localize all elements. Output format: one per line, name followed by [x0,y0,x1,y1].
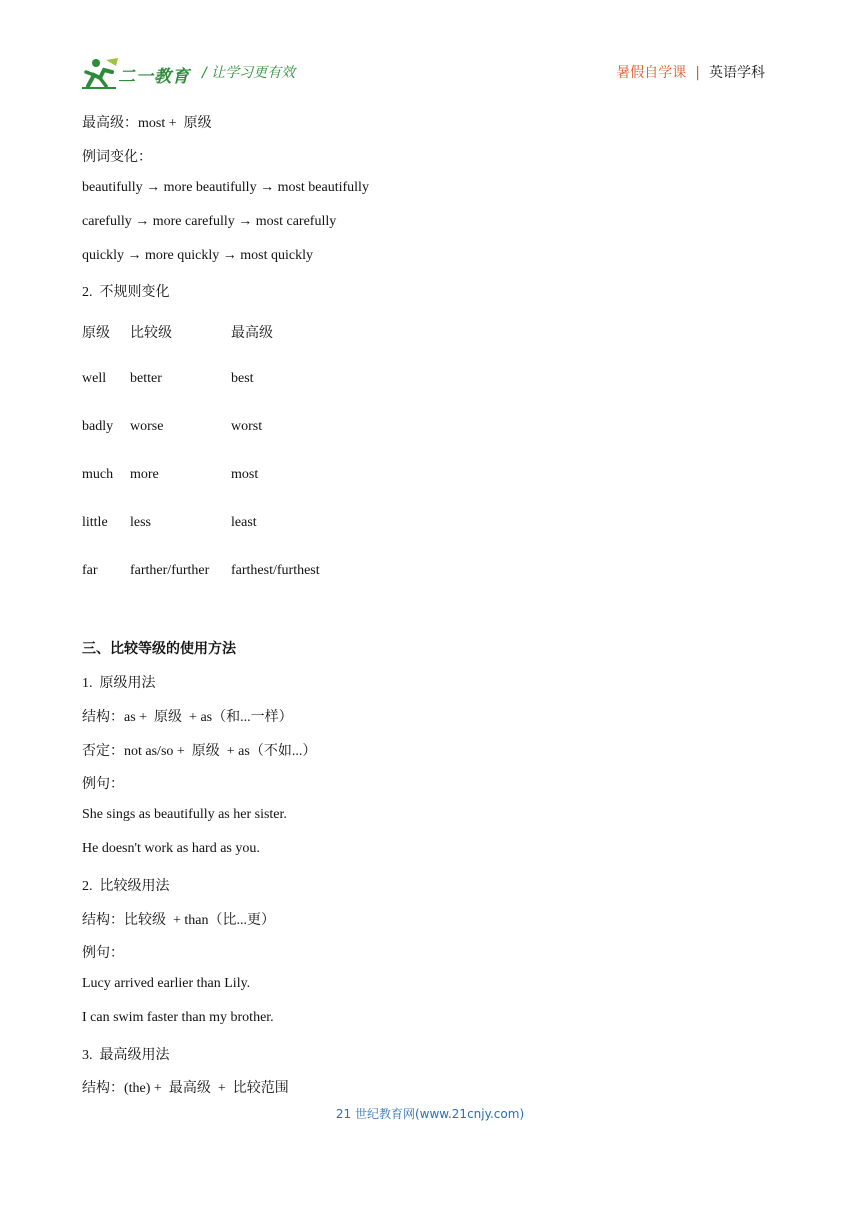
text-line: 例词变化： [82,150,152,165]
table-cell: worst [231,419,263,434]
page-footer: 21 世纪教育网(www.21cnjy.com) [335,1107,525,1121]
text-line: 最高级：most + 原级 [82,116,212,131]
text-line: quickly → more quickly → most quickly [82,248,313,263]
table-cell: worse [130,419,164,434]
section-heading: 三、比较等级的使用方法 [82,641,236,657]
table-header: 最高级 [231,326,273,341]
subsection-title: 2. 不规则变化 [82,285,170,300]
text-line: 结构：(the) + 最高级 + 比较范围 [82,1081,289,1096]
table-header: 比较级 [130,326,172,341]
table-cell: far [82,563,98,578]
table-cell: well [82,371,107,386]
text-line: 否定：not as/so + 原级 + as（不如...） [82,744,317,759]
logo-text: 二一教育 [118,67,190,87]
table-cell: less [130,515,151,530]
subsection-title: 3. 最高级用法 [82,1048,170,1063]
slogan: / 让学习更有效 [202,65,296,81]
subsection-title: 2. 比较级用法 [82,879,170,894]
table-cell: better [130,371,162,386]
example-sentence: Lucy arrived earlier than Lily. [82,976,251,991]
table-cell: farther/further [130,563,210,578]
table-cell: little [82,515,108,530]
course-label: 暑假自学课 [616,65,687,81]
text-line: 例句： [82,946,124,961]
text-line: beautifully → more beautifully → most beautifully [82,180,369,195]
subject-label: 英语学科 [709,65,765,81]
text-line: 例句： [82,777,124,792]
table-header: 原级 [82,326,110,341]
table-cell: most [231,467,259,482]
table-cell: much [82,467,114,482]
text-line: 结构：as + 原级 + as（和...一样） [82,710,293,725]
example-sentence: I can swim faster than my brother. [82,1010,274,1025]
table-cell: badly [82,419,114,434]
text-line: carefully → more carefully → most carefully [82,214,337,229]
example-sentence: She sings as beautifully as her sister. [82,807,287,822]
table-cell: more [130,467,159,482]
header-separator: | [695,65,700,81]
table-cell: least [231,515,257,530]
text-line: 结构：比较级 + than（比...更） [82,913,275,928]
subsection-title: 1. 原级用法 [82,676,156,691]
page-header [0,0,860,100]
table-cell: best [231,371,254,386]
table-cell: farthest/furthest [231,563,320,578]
example-sentence: He doesn't work as hard as you. [82,841,260,856]
header-course-info [616,62,765,82]
